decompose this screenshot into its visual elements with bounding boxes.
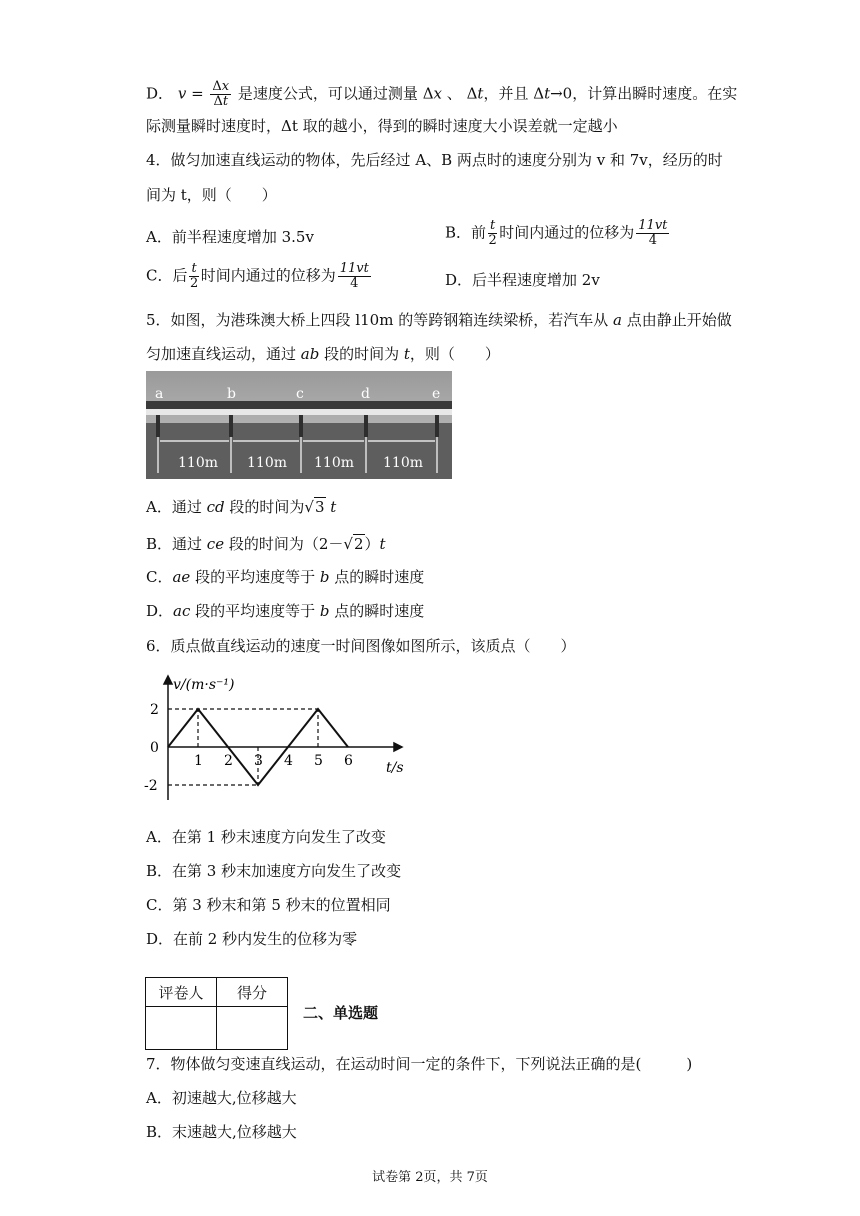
y-axis-arrow	[164, 676, 172, 684]
q4-option-a: A．前半程速度增加 3.5v	[146, 228, 314, 246]
x-axis-label: t/s	[386, 760, 404, 776]
grader-cell	[146, 1007, 217, 1050]
option-label: D．	[146, 84, 174, 103]
q5-stem: 5．如图，为港珠澳大桥上四段 l10m 的等跨钢箱连续梁桥，若汽车从 a 点由静止开始做	[146, 311, 732, 329]
x-tick-label: 5	[314, 753, 323, 769]
q6-option-b: B．在第 3 秒末加速度方向发生了改变	[146, 862, 402, 880]
q7-option-b: B．末速越大,位移越大	[146, 1123, 297, 1141]
bridge-point-e: e	[432, 386, 441, 402]
option-text: 是速度公式，可以通过测量	[237, 84, 418, 103]
velocity-formula: $\frac{\Delta x}{\Delta t}$	[212, 79, 230, 109]
page-footer: 试卷第 2页，共 7页	[372, 1170, 488, 1185]
q5-option-b: B．通过 ce 段的时间为（2－√2）t	[146, 535, 386, 553]
score-cell	[217, 1007, 288, 1050]
x-tick-label: 4	[284, 753, 293, 769]
q6-option-a: A．在第 1 秒末速度方向发生了改变	[146, 828, 386, 846]
option-text: ，并且	[483, 84, 529, 103]
x-tick-label: 3	[254, 753, 263, 769]
q3-option-d-cont: 际测量瞬时速度时，Δt 取的越小，得到的瞬时速度大小误差就一定越小	[146, 117, 618, 135]
bridge-span-label: 110m	[178, 455, 218, 471]
option-text: →0，计算出瞬时速度。在实	[550, 84, 738, 103]
score-table	[145, 977, 288, 1050]
grader-header: 评卷人	[146, 978, 217, 1007]
option-text: 、	[446, 84, 462, 103]
x-tick-label: 2	[224, 753, 233, 769]
bridge-point-d: d	[361, 386, 370, 402]
bridge-point-a: a	[155, 386, 164, 402]
velocity-time-chart	[140, 672, 410, 802]
q7-stem: 7．物体做匀变速直线运动，在运动时间一定的条件下，下列说法正确的是( )	[146, 1055, 693, 1073]
bridge-span-label: 110m	[314, 455, 354, 471]
q7-option-a: A．初速越大,位移越大	[146, 1089, 297, 1107]
y-tick-label: -2	[144, 778, 158, 794]
x-tick-label: 1	[194, 753, 203, 769]
x-tick-label: 6	[344, 753, 353, 769]
q5-option-a: A．通过 cd 段的时间为√3 t	[146, 498, 337, 516]
q4-option-c: C．后 $\frac{t}{2}$ 时间内通过的位移为 $\frac{11vt}{4}$	[146, 261, 369, 291]
y-tick-label: 2	[150, 702, 159, 718]
q5-option-d: D．ac 段的平均速度等于 b 点的瞬时速度	[146, 602, 425, 620]
bridge-span-label: 110m	[247, 455, 287, 471]
q4-stem: 4．做匀加速直线运动的物体，先后经过 A、B 两点时的速度分别为 v 和 7v，经历的时	[146, 151, 723, 169]
q4-option-b: B．前 $\frac{t}{2}$ 时间内通过的位移为 $\frac{11vt}{4}$	[445, 218, 668, 248]
x-axis-arrow	[394, 743, 402, 751]
score-header: 得分	[217, 978, 288, 1007]
section-heading: 二、单选题	[303, 1004, 379, 1022]
bridge-figure	[146, 371, 452, 479]
q3-option-d: D． v = $\frac{\Delta x}{\Delta t}$ 是速度公式，可以通过测量 Δx 、 Δt，并且 Δt→0，计算出瞬时速度。在实	[146, 79, 738, 109]
q4-stem-cont: 间为 t，则（ ）	[146, 186, 277, 204]
y-tick-label: 0	[150, 740, 159, 756]
y-axis-label: v/(m·s⁻¹)	[173, 677, 235, 693]
q5-option-c: C．ae 段的平均速度等于 b 点的瞬时速度	[146, 568, 425, 586]
q5-stem-cont: 匀加速直线运动，通过 ab 段的时间为 t，则（ ）	[146, 345, 500, 363]
bridge-point-b: b	[227, 386, 236, 402]
q6-option-d: D．在前 2 秒内发生的位移为零	[146, 930, 358, 948]
bridge-point-c: c	[296, 386, 304, 402]
q6-option-c: C．第 3 秒末和第 5 秒末的位置相同	[146, 896, 391, 914]
q6-stem: 6．质点做直线运动的速度一时间图像如图所示，该质点（ ）	[146, 637, 576, 655]
q4-option-d: D．后半程速度增加 2v	[445, 271, 600, 289]
bridge-span-label: 110m	[383, 455, 423, 471]
